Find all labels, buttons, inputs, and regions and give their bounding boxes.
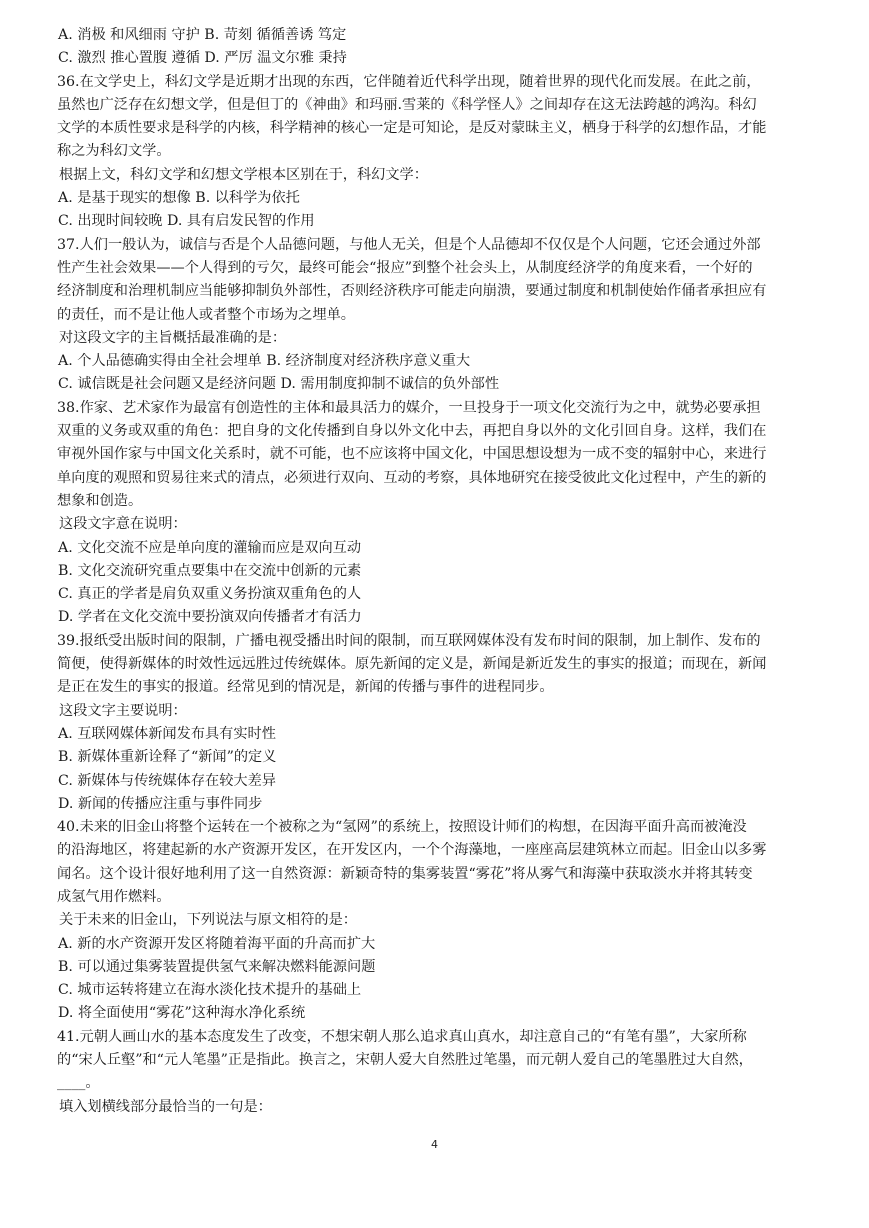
fill-in-blank: ____。 (57, 1075, 100, 1092)
question-text-line: 经济制度和治理机制应当能够抑制负外部性，否则经济秩序可能走向崩溃，要通过制度和机制使始作俑者承担应有 (57, 283, 767, 300)
question-39 (57, 630, 817, 816)
answer-option-c: C. 真正的学者是肩负双重义务扮演双重角色的人 (58, 586, 362, 603)
question-text-line: 想象和创造。 (57, 492, 143, 509)
answer-option-b: B. 文化交流研究重点要集中在交流中创新的元素 (58, 562, 362, 579)
question-text-line: 双重的义务或双重的角色：把自身的文化传播到自身以外文化中去，再把自身以外的文化引回自身。这样，我们在 (57, 423, 767, 440)
answer-option-c: C. 城市运转将建立在海水淡化技术提升的基础上 (58, 982, 362, 999)
question-text-line: 37.人们一般认为，诚信与否是个人品德问题，与他人无关，但是个人品德却不仅仅是个人问题，它还会通过外部 (57, 236, 761, 253)
question-prompt: 这段文字主要说明： (59, 702, 187, 719)
question-37 (57, 234, 817, 397)
question-text-line: 的沿海地区，将建起新的水产资源开发区，在开发区内，一个个海藻地，一座座高层建筑林立而起。旧金山以多雾 (57, 842, 767, 859)
answer-option-a: A. 互联网媒体新闻发布具有实时性 (58, 725, 276, 742)
question-text-line: 闻名。这个设计很好地利用了这一自然资源：新颖奇特的集雾装置“雾花”将从雾气和海藻中获取淡水并将其转变 (57, 865, 753, 882)
question-text-line: 的“宋人丘壑”和“元人笔墨”正是指此。换言之，宋朝人爱大自然胜过笔墨，而元朝人爱自己的笔墨胜过大自然， (57, 1052, 753, 1069)
question-text-line: 单向度的观照和贸易往来式的清点，必须进行双向、互动的考察，具体地研究在接受彼此文化过程中，产生的新的 (57, 469, 767, 486)
question-text-line: 审视外国作家与中国文化关系时，就不可能，也不应该将中国文化，中国思想设想为一成不变的辐射中心，来进行 (57, 446, 767, 463)
question-text-line: 虽然也广泛存在幻想文学，但是但丁的《神曲》和玛丽.雪莱的《科学怪人》之间却存在这无法跨越的鸿沟。科幻 (57, 96, 757, 113)
question-prompt: 关于未来的旧金山，下列说法与原文相符的是： (59, 912, 357, 929)
question-text-line: 38.作家、艺术家作为最富有创造性的主体和最具活力的媒介，一旦投身于一项文化交流行为之中，就势必要承担 (57, 399, 761, 416)
question-text-line: 简便，使得新媒体的时效性远远胜过传统媒体。原先新闻的定义是，新闻是新近发生的事实的报道；而现在，新闻 (57, 656, 767, 673)
answer-option-d: D. 学者在文化交流中要扮演双向传播者才有活力 (58, 609, 362, 626)
answer-option-d: D. 新闻的传播应注重与事件同步 (58, 795, 263, 812)
answer-option-d: D. 将全面使用“雾花”这种海水净化系统 (58, 1005, 306, 1022)
page-number: 4 (431, 1138, 438, 1151)
answer-option-c: C. 新媒体与传统媒体存在较大差异 (58, 772, 276, 789)
question-prompt: 这段文字意在说明： (59, 516, 187, 533)
question-prompt: 根据上文，科幻文学和幻想文学根本区别在于，科幻文学： (59, 166, 428, 183)
answer-options-ab: A. 个人品德确实得由全社会埋单 B. 经济制度对经济秩序意义重大 (58, 353, 471, 370)
answer-option-b: B. 可以通过集雾装置提供氢气来解决燃料能源问题 (58, 958, 376, 975)
answer-option-b: B. 新媒体重新诠释了“新闻”的定义 (58, 749, 277, 766)
question-prompt: 填入划横线部分最恰当的一句是： (59, 1098, 272, 1115)
answer-option-a: A. 文化交流不应是单向度的灌输而应是双向互动 (58, 539, 362, 556)
question-text-line: 是正在发生的事实的报道。经常见到的情况是，新闻的传播与事件的进程同步。 (57, 679, 554, 696)
question-text-line: 的责任，而不是让他人或者整个市场为之埋单。 (57, 306, 355, 323)
question-40 (57, 816, 817, 1026)
question-text-line: 36.在文学史上，科幻文学是近期才出现的东西，它伴随着近代科学出现，随着世界的现代化而发展。在此之前， (57, 73, 761, 90)
question-38 (57, 397, 817, 630)
answer-options-ab: A. 是基于现实的想像 B. 以科学为依托 (58, 190, 300, 207)
q35-options-cd: C. 激烈 推心置腹 遵循 D. 严厉 温文尔雅 秉持 (58, 50, 347, 67)
question-text-line: 称之为科幻文学。 (57, 143, 171, 160)
question-text-line: 文学的本质性要求是科学的内核，科学精神的核心一定是可知论，是反对蒙昧主义，栖身于科学的幻想作品，才能 (57, 120, 767, 137)
answer-option-a: A. 新的水产资源开发区将随着海平面的升高而扩大 (58, 935, 376, 952)
question-text-line: 40.未来的旧金山将整个运转在一个被称之为“氢网”的系统上，按照设计师们的构想，在因海平面升高而被淹没 (57, 819, 747, 836)
q35-options-ab: A. 消极 和风细雨 守护 B. 苛刻 循循善诱 笃定 (58, 27, 347, 43)
answer-options-cd: C. 诚信既是社会问题又是经济问题 D. 需用制度抑制不诚信的负外部性 (58, 376, 500, 393)
question-text-line: 性产生社会效果——个人得到的亏欠，最终可能会“报应”到整个社会头上，从制度经济学的角度来看，一个好的 (57, 259, 753, 276)
question-41 (57, 1026, 817, 1119)
question-36 (57, 71, 817, 234)
question-text-line: 成氢气用作燃料。 (57, 888, 171, 905)
question-text-line: 39.报纸受出版时间的限制，广播电视受播出时间的限制，而互联网媒体没有发布时间的限制，加上制作、发布的 (57, 632, 761, 649)
question-prompt: 对这段文字的主旨概括最准确的是： (59, 329, 287, 346)
answer-options-cd: C. 出现时间较晚 D. 具有启发民智的作用 (58, 213, 315, 230)
document-page (57, 24, 817, 1119)
question-text-line: 41.元朝人画山水的基本态度发生了改变，不想宋朝人那么追求真山真水，却注意自己的“有笔有墨”，大家所称 (57, 1028, 747, 1045)
